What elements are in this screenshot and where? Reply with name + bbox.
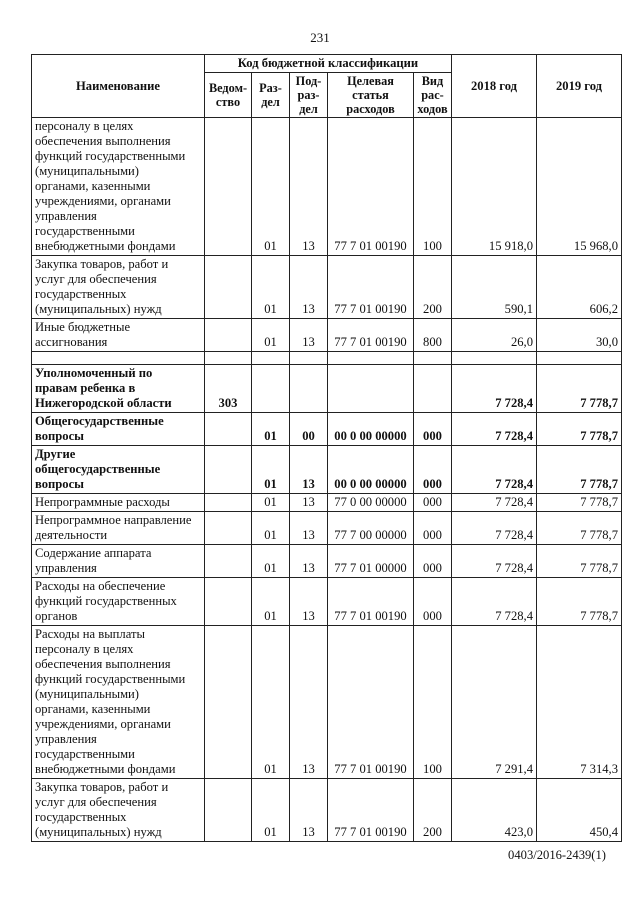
table-row [32, 626, 622, 779]
empty-cell [452, 352, 537, 365]
row-subsection: 13 [290, 256, 328, 319]
row-section [252, 365, 290, 413]
row-value-2018: 590,1 [452, 256, 537, 319]
table-row [32, 494, 622, 512]
row-expense-type: 100 [414, 118, 452, 256]
row-expense-type: 000 [414, 512, 452, 545]
table-row [32, 512, 622, 545]
row-name: Расходы на выплаты персоналу в целях обеспечения выполнения функций государственными (муниципальными) органами, казенными учреждениями, органами управления государственными внебюджетными фондами [32, 626, 205, 779]
empty-cell [328, 352, 414, 365]
row-value-2019: 15 968,0 [537, 118, 622, 256]
row-value-2019: 30,0 [537, 319, 622, 352]
row-name: Другие общегосударственные вопросы [32, 446, 205, 494]
row-subsection: 13 [290, 578, 328, 626]
row-name: Иные бюджетные ассигнования [32, 319, 205, 352]
row-subsection: 13 [290, 779, 328, 842]
row-section: 01 [252, 319, 290, 352]
row-subsection: 00 [290, 413, 328, 446]
row-value-2018: 7 291,4 [452, 626, 537, 779]
row-dept [205, 626, 252, 779]
header-target: Целевая статья расходов [328, 73, 414, 118]
row-expense-type: 800 [414, 319, 452, 352]
row-dept: 303 [205, 365, 252, 413]
header-dept: Ведом- ство [205, 73, 252, 118]
row-expense-type: 100 [414, 626, 452, 779]
row-section: 01 [252, 512, 290, 545]
row-dept [205, 779, 252, 842]
row-value-2019: 7 778,7 [537, 512, 622, 545]
row-expense-type: 200 [414, 256, 452, 319]
table-row [32, 256, 622, 319]
row-value-2018: 7 728,4 [452, 512, 537, 545]
row-dept [205, 545, 252, 578]
table-row [32, 365, 622, 413]
row-expense-type: 000 [414, 494, 452, 512]
row-target: 77 7 01 00190 [328, 626, 414, 779]
row-expense-type [414, 365, 452, 413]
header-section: Раз- дел [252, 73, 290, 118]
table-row [32, 779, 622, 842]
spacer-row [32, 352, 622, 365]
row-value-2019: 7 778,7 [537, 365, 622, 413]
empty-cell [32, 352, 205, 365]
row-target: 77 7 00 00000 [328, 512, 414, 545]
row-expense-type: 000 [414, 413, 452, 446]
header-2018: 2018 год [452, 55, 537, 118]
table-row [32, 319, 622, 352]
row-target: 00 0 00 00000 [328, 413, 414, 446]
row-subsection: 13 [290, 319, 328, 352]
header-subsection: Под- раз- дел [290, 73, 328, 118]
row-value-2018: 15 918,0 [452, 118, 537, 256]
row-target: 77 0 00 00000 [328, 494, 414, 512]
row-section: 01 [252, 413, 290, 446]
table-row [32, 545, 622, 578]
row-section: 01 [252, 626, 290, 779]
row-dept [205, 446, 252, 494]
row-name: персоналу в целях обеспечения выполнения функций государственными (муниципальными) органами, казенными учреждениями, органами управления государственными внебюджетными фондами [32, 118, 205, 256]
row-name: Закупка товаров, работ и услуг для обеспечения государственных (муниципальных) нужд [32, 779, 205, 842]
row-subsection: 13 [290, 494, 328, 512]
row-expense-type: 000 [414, 446, 452, 494]
row-section: 01 [252, 779, 290, 842]
row-section: 01 [252, 545, 290, 578]
row-section: 01 [252, 256, 290, 319]
row-dept [205, 512, 252, 545]
empty-cell [414, 352, 452, 365]
row-value-2019: 7 778,7 [537, 446, 622, 494]
row-section: 01 [252, 446, 290, 494]
row-name: Непрограммные расходы [32, 494, 205, 512]
row-section: 01 [252, 118, 290, 256]
row-name: Общегосударственные вопросы [32, 413, 205, 446]
empty-cell [290, 352, 328, 365]
row-target: 77 7 01 00190 [328, 578, 414, 626]
row-subsection: 13 [290, 118, 328, 256]
empty-cell [537, 352, 622, 365]
row-name: Уполномоченный по правам ребенка в Нижегородской области [32, 365, 205, 413]
row-subsection: 13 [290, 512, 328, 545]
row-target: 77 7 01 00190 [328, 319, 414, 352]
row-subsection [290, 365, 328, 413]
row-value-2018: 7 728,4 [452, 413, 537, 446]
page-number: 231 [310, 30, 330, 45]
row-dept [205, 578, 252, 626]
row-expense-type: 200 [414, 779, 452, 842]
row-dept [205, 256, 252, 319]
row-target: 77 7 01 00190 [328, 779, 414, 842]
table-row [32, 118, 622, 256]
row-value-2018: 7 728,4 [452, 545, 537, 578]
row-value-2018: 7 728,4 [452, 578, 537, 626]
row-name: Содержание аппарата управления [32, 545, 205, 578]
row-value-2019: 7 778,7 [537, 494, 622, 512]
row-expense-type: 000 [414, 578, 452, 626]
row-name: Непрограммное направление деятельности [32, 512, 205, 545]
empty-cell [252, 352, 290, 365]
row-value-2019: 450,4 [537, 779, 622, 842]
row-section: 01 [252, 578, 290, 626]
row-dept [205, 413, 252, 446]
row-target: 77 7 01 00190 [328, 256, 414, 319]
row-subsection: 13 [290, 545, 328, 578]
row-value-2019: 7 778,7 [537, 545, 622, 578]
header-name: Наименование [32, 55, 205, 118]
row-section: 01 [252, 494, 290, 512]
row-subsection: 13 [290, 446, 328, 494]
row-dept [205, 319, 252, 352]
row-target: 77 7 01 00190 [328, 118, 414, 256]
row-dept [205, 118, 252, 256]
row-target: 00 0 00 00000 [328, 446, 414, 494]
row-dept [205, 494, 252, 512]
row-value-2019: 7 778,7 [537, 413, 622, 446]
table-row [32, 578, 622, 626]
row-value-2018: 26,0 [452, 319, 537, 352]
row-target [328, 365, 414, 413]
row-target: 77 7 01 00000 [328, 545, 414, 578]
row-subsection: 13 [290, 626, 328, 779]
row-value-2019: 7 314,3 [537, 626, 622, 779]
row-value-2018: 7 728,4 [452, 365, 537, 413]
table-row [32, 413, 622, 446]
row-value-2019: 7 778,7 [537, 578, 622, 626]
header-expense-type: Вид рас- ходов [414, 73, 452, 118]
row-value-2018: 7 728,4 [452, 494, 537, 512]
row-name: Расходы на обеспечение функций государственных органов [32, 578, 205, 626]
row-name: Закупка товаров, работ и услуг для обеспечения государственных (муниципальных) нужд [32, 256, 205, 319]
row-expense-type: 000 [414, 545, 452, 578]
row-value-2018: 7 728,4 [452, 446, 537, 494]
empty-cell [205, 352, 252, 365]
header-code-group: Код бюджетной классификации [205, 55, 452, 73]
document-code: 0403/2016-2439(1) [508, 848, 606, 862]
header-2019: 2019 год [537, 55, 622, 118]
row-value-2018: 423,0 [452, 779, 537, 842]
budget-table [31, 54, 622, 842]
row-value-2019: 606,2 [537, 256, 622, 319]
table-row [32, 446, 622, 494]
